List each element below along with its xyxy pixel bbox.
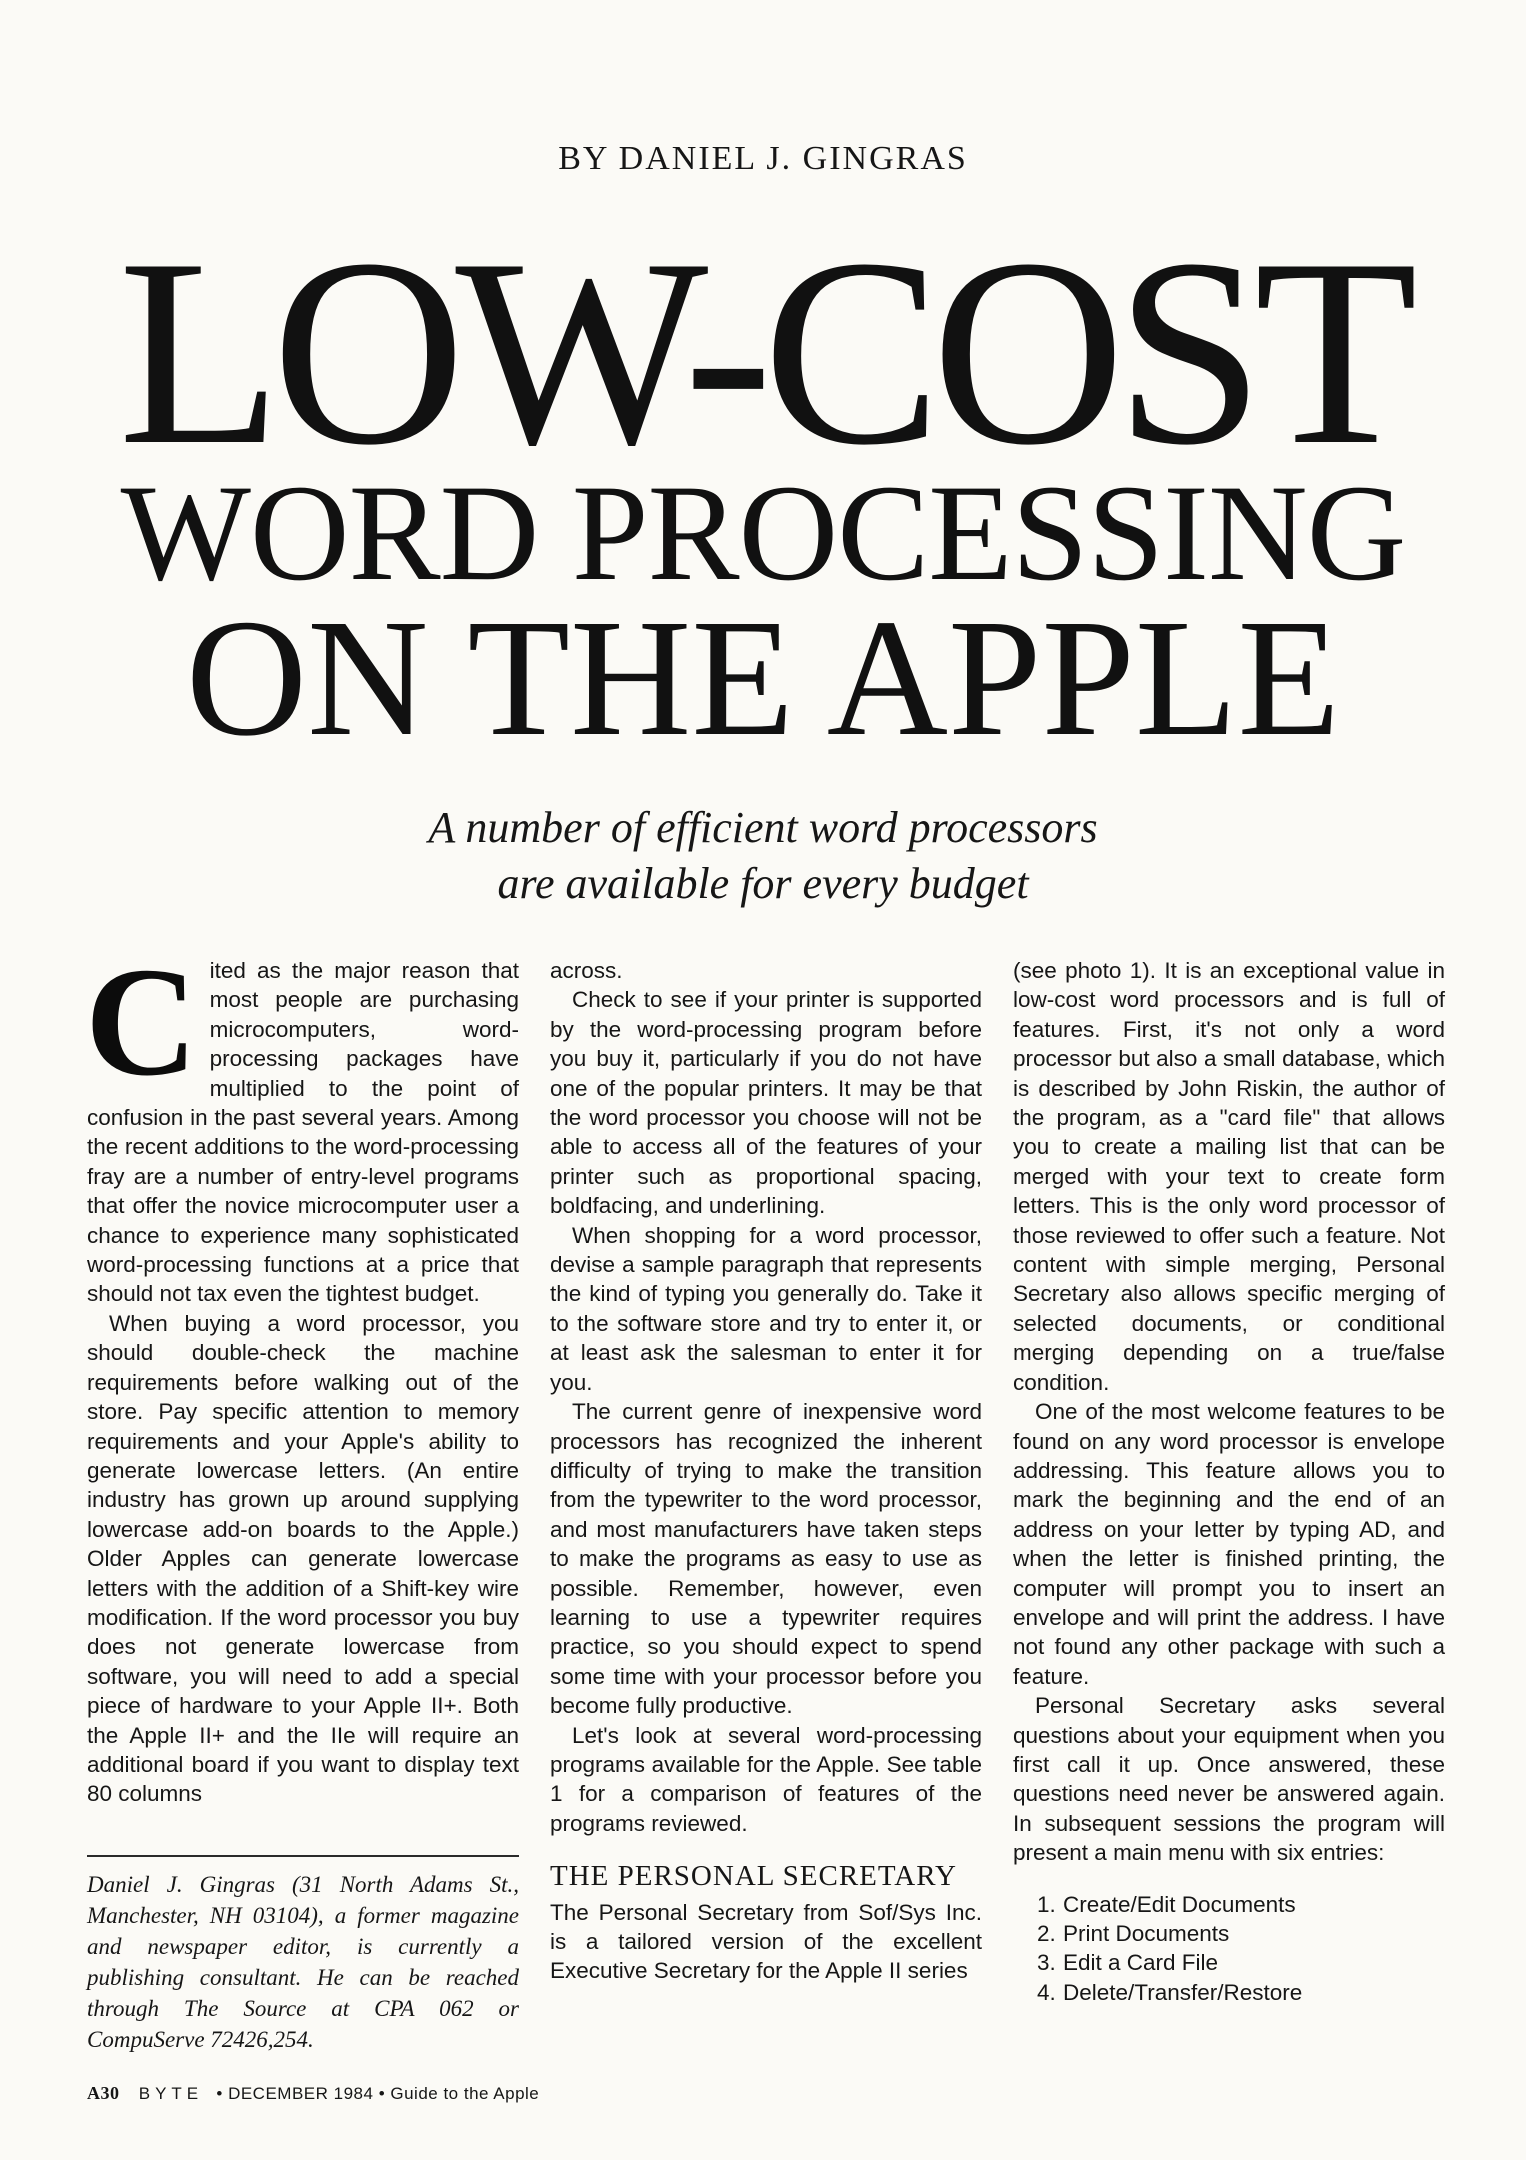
magazine-name: BYTE xyxy=(138,2084,204,2103)
paragraph: The current genre of inexpensive word processors has recognized the inherent difficulty of trying to make the transition from the typewriter to the word processor, and most manufacturers have taken steps to make the programs as easy to use as possible. Remember, however, even learning to use a typewriter requires practice, so you should expect to spend some time with your processor before you become fully productive. xyxy=(550,1399,982,1719)
column-1 xyxy=(85,935,519,1809)
page-number: A30 xyxy=(87,2083,120,2103)
byline: BY DANIEL J. GINGRAS xyxy=(558,140,968,177)
paragraph: The Personal Secretary from Sof/Sys Inc. is a tailored version of the excellent Executive Secretary for the Apple II series xyxy=(550,1899,982,1984)
drop-cap: C xyxy=(85,935,198,1108)
main-menu-list xyxy=(1037,1890,1445,2008)
subtitle-line-1: A number of efficient word processors xyxy=(428,803,1098,852)
list-item: 1. Create/Edit Documents xyxy=(1037,1891,1296,1917)
paragraph xyxy=(85,935,519,1309)
column-3 xyxy=(1013,956,1445,2007)
paragraph: When shopping for a word processor, devise a sample paragraph that represents the kind of typing you generally do. Take it to the software store and try to enter it, or at least ask the salesman to enter it for you. xyxy=(550,1222,982,1395)
paragraph: (see photo 1). It is an exceptional value in low-cost word processors and is full of features. First, it's not only a word processor but also a small database, which is described by John Riskin, the author of the program, as a "card file" that allows you to create a mailing list that can be merged with your text to create form letters. This is the only word processor of those reviewed to offer such a feature. Not content with simple merging, Personal Secretary also allows specific merging of selected documents, or conditional merging depending on a true/false condition. xyxy=(1013,958,1445,1395)
separator: • xyxy=(216,2084,223,2103)
list-item: 4. Delete/Transfer/Restore xyxy=(1037,1979,1303,2005)
list-item: 3. Edit a Card File xyxy=(1037,1950,1219,1976)
paragraph: Check to see if your printer is supported by the word-processing program before you buy it, particularly if you do not have one of the popular printers. It may be that the word processor you choose will not be able to access all of the features of your printer such as proportional spacing, boldfacing, and underlining. xyxy=(550,987,982,1219)
paragraph: Personal Secretary asks several questions about your equipment when you first call it up. Once answered, these questions need never be answered again. In subsequent sessions the program will present a main menu with six entries: xyxy=(1013,1693,1445,1866)
paragraph-text: ited as the major reason that most people are purchasing microcomputers, word-processing packages have multiplied to the point of confusion in the past several years. Among the recent additions to the word-processing fray are a number of entry-level programs that offer the novice microcomputer user a chance to experience many sophisticated word-processing functions at a price that should not tax even the tightest budget. xyxy=(87,958,519,1307)
paragraph: across. xyxy=(550,958,623,983)
section-name: Guide to the Apple xyxy=(390,2084,540,2103)
title-line-2: WORD PROCESSING xyxy=(120,456,1406,609)
paragraph: When buying a word processor, you should double-check the machine requirements before walking out of the store. Pay specific attention to memory requirements and your Apple's ability to generate lowercase letters. (An entire industry has grown up around supplying lowercase add-on boards to the Apple.) Older Apples can generate lowercase letters with the addition of a Shift-key wire modification. If the word processor you buy does not generate lowercase from software, you will need to add a special piece of hardware to your Apple II+. Both the Apple II+ and the IIe will require an additional board if you want to display text 80 columns xyxy=(87,1310,519,1807)
author-bio: Daniel J. Gingras (31 North Adams St., Manchester, NH 03104), a former magazine and newspaper editor, is currently a publishing consultant. He can be reached through The Source at CPA 062 or CompuServe 72426,254. xyxy=(87,1855,519,2055)
page-footer xyxy=(87,2083,539,2104)
column-2 xyxy=(550,956,982,1986)
subtitle-line-2: are available for every budget xyxy=(497,859,1029,908)
title-line-3: ON THE APPLE xyxy=(185,585,1341,771)
issue-date: DECEMBER 1984 xyxy=(228,2084,374,2103)
title-line-1: LOW-COST xyxy=(118,203,1408,500)
section-heading: THE PERSONAL SECRETARY xyxy=(550,1860,957,1893)
paragraph: One of the most welcome features to be found on any word processor is envelope addressing. This feature allows you to mark the beginning and the end of an address on your letter by typing AD, and when the letter is finished printing, the computer will prompt you to insert an envelope and will print the address. I have not found any other package with such a feature. xyxy=(1013,1399,1445,1689)
list-item: 2. Print Documents xyxy=(1037,1921,1230,1946)
subtitle xyxy=(0,800,1526,912)
paragraph: Let's look at several word-processing programs available for the Apple. See table 1 for a comparison of features of the programs reviewed. xyxy=(550,1722,982,1836)
separator: • xyxy=(378,2084,386,2103)
